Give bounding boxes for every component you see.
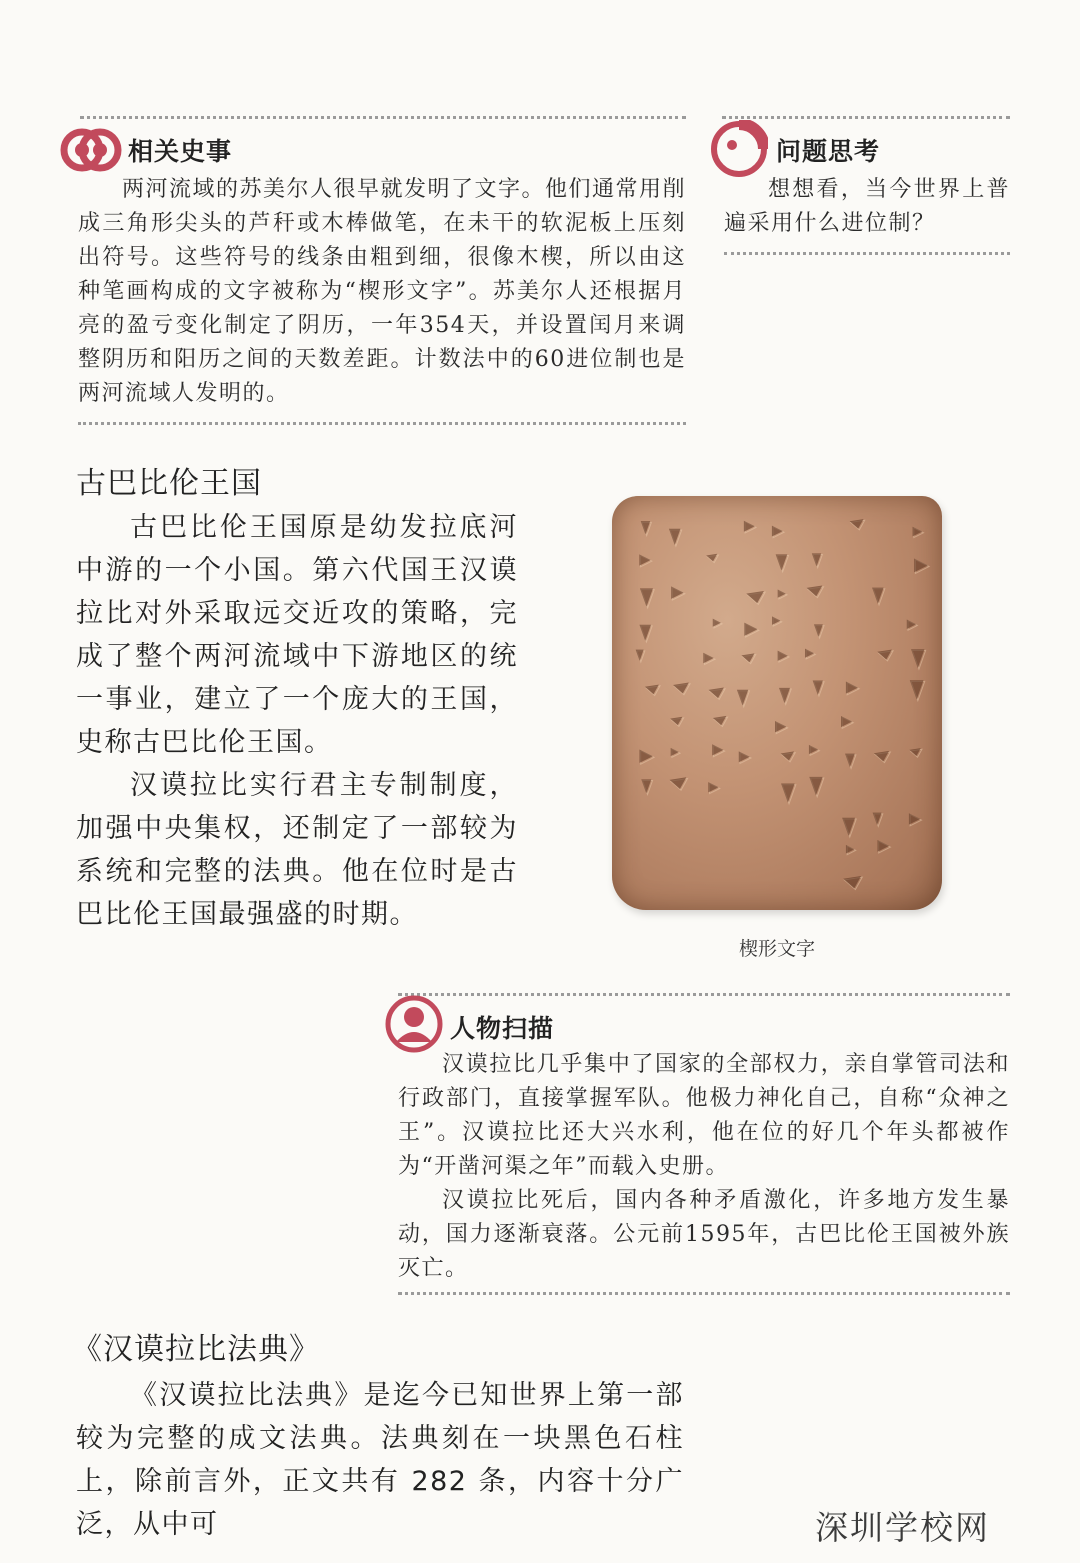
profile-bottom-rule <box>398 1292 1010 1295</box>
question-title: 问题思考 <box>776 137 881 166</box>
cuneiform-wedge <box>641 779 652 794</box>
cuneiform-wedge <box>846 845 856 855</box>
cuneiform-wedge <box>907 620 918 631</box>
cuneiform-wedge <box>709 688 726 700</box>
cuneiform-wedge <box>814 624 824 638</box>
related-history-icon <box>60 120 122 180</box>
cuneiform-wedge <box>779 688 791 705</box>
cuneiform-wedge <box>739 751 751 763</box>
cuneiform-wedge <box>878 840 891 853</box>
top-rule-left <box>80 116 686 119</box>
cuneiform-wedge <box>671 586 685 600</box>
babylon-heading: 古巴比伦王国 <box>76 466 262 501</box>
babylon-paragraph-1: 古巴比伦王国原是幼发拉底河中游的一个小国。第六代国王汉谟拉比对外采取远交近攻的策略，完成了整个两河流域中下游地区的统一事业，建立了一个庞大的王国，史称古巴比伦王国。 <box>76 512 518 758</box>
cuneiform-wedge <box>809 777 824 797</box>
code-heading: 《汉谟拉比法典》 <box>72 1332 320 1367</box>
question-text: 想想看，当今世界上普遍采用什么进位制？ <box>724 177 1010 236</box>
cuneiform-wedge <box>807 586 824 598</box>
cuneiform-wedge <box>639 750 654 765</box>
cuneiform-wedge <box>778 651 789 662</box>
cuneiform-wedge <box>737 690 750 707</box>
cuneiform-wedge <box>850 519 865 530</box>
cuneiform-wedge <box>776 554 789 571</box>
cuneiform-wedge <box>741 653 755 663</box>
cuneiform-wedge <box>874 751 890 763</box>
cuneiform-wedge <box>809 745 819 755</box>
profile-paragraph-1: 汉谟拉比几乎集中了国家的全部权力，亲自掌管司法和行政部门，直接掌握军队。他极力神化自己，自称“众神之王”。汉谟拉比还大兴水利，他在位的好几个年头都被作为“开凿河渠之年”而载入史册。 <box>398 1052 1010 1179</box>
cuneiform-wedge <box>641 521 652 535</box>
cuneiform-wedge <box>781 784 796 804</box>
cuneiform-wedge <box>746 591 765 604</box>
cuneiform-wedge <box>639 625 652 642</box>
cuneiform-wedge <box>812 553 823 567</box>
cuneiform-wedge <box>843 876 862 890</box>
cuneiform-wedge <box>813 681 824 696</box>
related-history-title: 相关史事 <box>128 137 233 166</box>
cuneiform-wedge <box>845 754 856 769</box>
cuneiform-wedge <box>778 590 787 599</box>
cuneiform-wedge <box>911 649 926 669</box>
question-icon <box>710 120 768 178</box>
cuneiform-wedge <box>841 716 853 728</box>
cuneiform-wedge <box>772 616 782 626</box>
cuneiform-wedge <box>873 813 883 827</box>
question-bottom-rule <box>724 252 1010 255</box>
cuneiform-wedge <box>713 716 728 727</box>
image-caption: 楔形文字 <box>738 938 815 960</box>
profile-text <box>398 1048 1010 1286</box>
cuneiform-wedge <box>909 813 922 826</box>
related-history-bottom-rule <box>78 422 686 425</box>
cuneiform-wedge <box>910 680 925 700</box>
code-paragraph: 《汉谟拉比法典》是迄今已知世界上第一部较为完整的成文法典。法典刻在一块黑色石柱上，除前言外，正文共有 282 条，内容十分广泛，从中可 <box>76 1380 684 1540</box>
cuneiform-wedge <box>877 650 893 661</box>
cuneiform-wedge <box>775 721 788 734</box>
cuneiform-wedge <box>913 527 924 538</box>
cuneiform-wedge <box>744 521 756 533</box>
cuneiform-wedge <box>914 558 929 573</box>
cuneiform-wedge <box>846 682 859 695</box>
profile-top-rule <box>398 993 1010 996</box>
cuneiform-wedge <box>708 782 720 794</box>
cuneiform-wedge <box>872 588 885 605</box>
watermark: 深圳学校网 <box>815 1508 990 1547</box>
top-rule-right <box>722 116 1010 119</box>
cuneiform-wedge <box>673 683 690 695</box>
cuneiform-wedge <box>805 649 815 659</box>
cuneiform-wedge <box>713 619 722 628</box>
profile-icon <box>384 994 444 1054</box>
babylon-paragraph-2: 汉谟拉比实行君主专制制度，加强中央集权，还制定了一部较为系统和完整的法典。他在位时是古巴比伦王国最强盛的时期。 <box>76 770 518 930</box>
cuneiform-wedge <box>645 685 660 696</box>
cuneiform-wedge <box>639 554 651 566</box>
question-text-block <box>724 173 1010 241</box>
cuneiform-tablet-image <box>612 496 942 910</box>
related-history-text <box>78 173 686 411</box>
babylon-body <box>76 506 518 936</box>
cuneiform-wedge <box>909 748 922 757</box>
profile-paragraph-2: 汉谟拉比死后，国内各种矛盾激化，许多地方发生暴动，国力逐渐衰落。公元前1595年，古巴比伦王国被外族灭亡。 <box>398 1188 1010 1281</box>
cuneiform-wedge <box>772 526 784 538</box>
related-history-paragraph: 两河流域的苏美尔人很早就发明了文字。他们通常用削成三角形尖头的芦秆或木棒做笔，在未干的软泥板上压刻出符号。这些符号的线条由粗到细，很像木楔，所以由这种笔画构成的文字被称为“楔形文字”。苏美尔人还根据月亮的盈亏变化制定了阴历，一年354天，并设置闰月来调整阴历和阳历之间的天数差距。计数法中的60进位制也是两河流域人发明的。 <box>78 177 687 406</box>
profile-title: 人物扫描 <box>450 1014 555 1043</box>
cuneiform-wedge <box>781 751 796 761</box>
cuneiform-wedge <box>669 777 687 790</box>
cuneiform-wedge <box>640 588 654 607</box>
cuneiform-wedge <box>670 717 683 727</box>
cuneiform-wedge <box>744 623 758 637</box>
cuneiform-wedge <box>703 653 715 665</box>
cuneiform-wedge <box>712 744 724 756</box>
cuneiform-wedge <box>671 748 680 757</box>
cuneiform-wedge <box>636 650 645 662</box>
code-body <box>76 1374 684 1546</box>
cuneiform-wedge <box>842 818 856 837</box>
cuneiform-wedge <box>669 529 682 546</box>
cuneiform-wedge <box>706 554 718 563</box>
